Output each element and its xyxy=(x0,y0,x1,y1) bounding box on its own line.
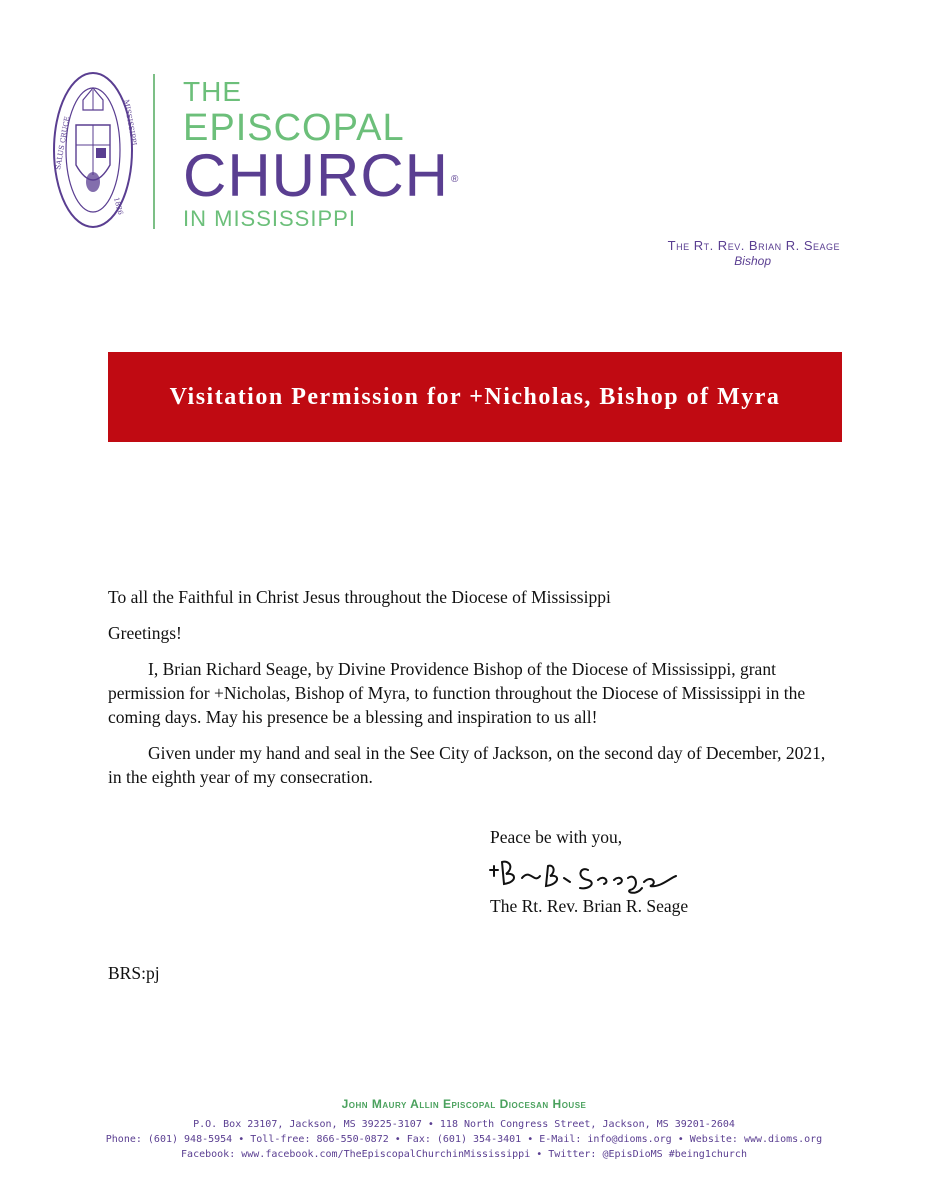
logo-in-mississippi: IN MISSISSIPPI xyxy=(183,206,356,231)
header-bishop-name: The Rt. Rev. Brian R. Seage xyxy=(667,238,840,253)
header-divider xyxy=(153,74,155,229)
letter-address: To all the Faithful in Christ Jesus throughout the Diocese of Mississippi xyxy=(108,587,611,607)
church-wordmark xyxy=(183,78,459,234)
title-banner xyxy=(108,352,842,442)
seal-year: 1826 xyxy=(112,196,125,216)
letter-paragraph-1: I, Brian Richard Seage, by Divine Providence Bishop of the Diocese of Mississippi, grant permission for +Nicholas, Bishop of Myra, to function throughout the Diocese of Mississippi in the coming days. May his presence be a blessing and inspiration to us all! xyxy=(108,659,806,727)
logo-episcopal: EPISCOPAL xyxy=(183,107,405,149)
footer-house-name: John Maury Allin Episcopal Diocesan House xyxy=(341,1097,587,1111)
handwritten-signature xyxy=(480,848,700,898)
footer-contact: Phone: (601) 948-5954 • Toll-free: 866-550-0872 • Fax: (601) 354-3401 • E-Mail: info@dioms.org • Website: www.dioms.org xyxy=(105,1134,823,1145)
seal-right-text: MISSISSIPPI xyxy=(122,98,138,147)
signature-name: The Rt. Rev. Brian R. Seage xyxy=(490,896,689,916)
logo-the: THE xyxy=(183,76,242,107)
seal-left-text: SALUS CRUCE xyxy=(54,115,72,171)
document-title: Visitation Permission for +Nicholas, Bishop of Myra xyxy=(169,383,781,410)
footer-address: P.O. Box 23107, Jackson, MS 39225-3107 • 118 North Congress Street, Jackson, MS 39201-2604 xyxy=(193,1119,735,1130)
letterhead-footer xyxy=(0,1097,928,1162)
letter-body xyxy=(108,585,838,801)
letter-greeting: Greetings! xyxy=(108,623,182,643)
footer-social: Facebook: www.facebook.com/TheEpiscopalChurchinMississippi • Twitter: @EpisDioMS #being1church xyxy=(181,1149,747,1160)
diocesan-seal-logo xyxy=(52,70,138,230)
header-bishop-title: Bishop xyxy=(734,254,771,268)
reference-initials: BRS:pj xyxy=(108,963,160,983)
letter-paragraph-2: Given under my hand and seal in the See City of Jackson, on the second day of December, 2021, in the eighth year of my consecration. xyxy=(108,743,826,787)
letter-closing: Peace be with you, xyxy=(490,827,623,847)
logo-church: CHURCH ® xyxy=(183,142,460,209)
